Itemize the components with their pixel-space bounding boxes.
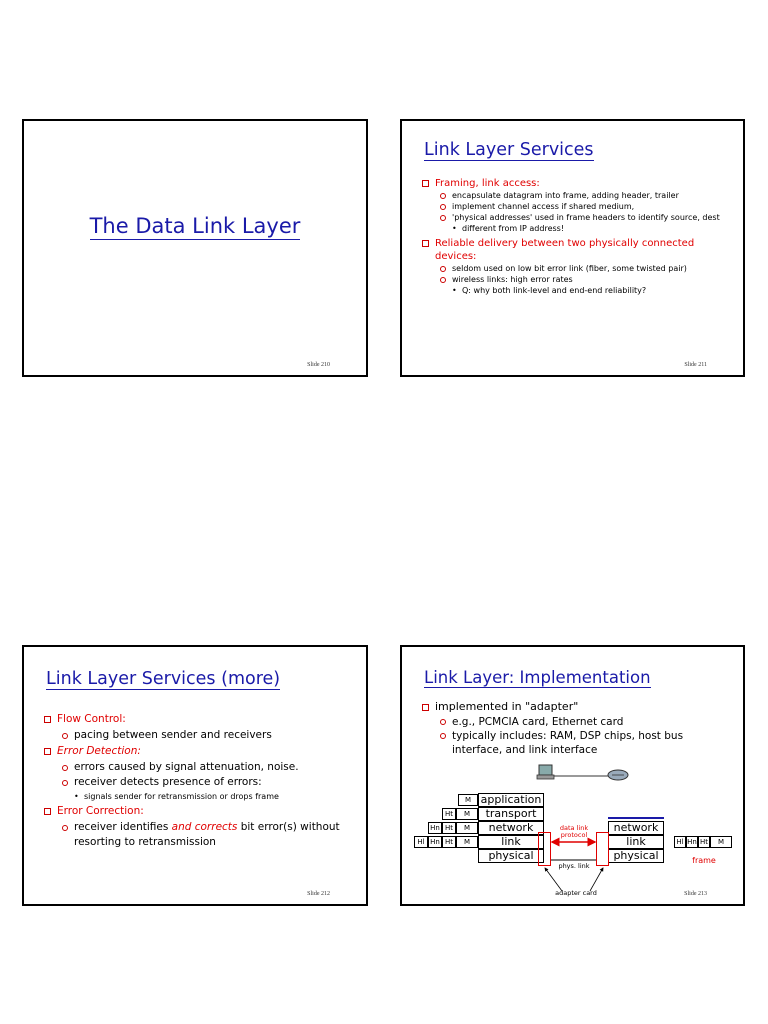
square-bullet-icon bbox=[44, 716, 51, 723]
bullet-text: Flow Control: bbox=[57, 713, 126, 725]
bullet-text: Framing, link access: bbox=[435, 178, 540, 189]
bullet-item bbox=[44, 711, 354, 728]
network-icons bbox=[535, 763, 635, 783]
slide-213 bbox=[400, 645, 745, 906]
sub-bullet-item bbox=[44, 728, 354, 743]
slide-number: Slide 210 bbox=[307, 362, 330, 368]
bullet-list bbox=[44, 711, 354, 850]
square-bullet-icon bbox=[44, 748, 51, 755]
slide-title: Link Layer Services (more) bbox=[46, 669, 281, 689]
message-cell: M bbox=[456, 808, 478, 820]
slide-210 bbox=[22, 119, 368, 377]
sub-bullet-text: implement channel access if shared medium, bbox=[452, 202, 635, 211]
frame-label: frame bbox=[692, 856, 716, 865]
bullet-text: Error Detection: bbox=[57, 745, 141, 757]
sub-bullet-item bbox=[422, 274, 732, 285]
sub-bullet-item bbox=[422, 190, 732, 201]
stack-layer-physical: physical bbox=[478, 849, 544, 863]
square-bullet-icon bbox=[44, 808, 51, 815]
transport-header-cell: Ht bbox=[442, 822, 456, 834]
circle-bullet-icon bbox=[440, 204, 446, 210]
slide-211 bbox=[400, 119, 745, 377]
dot-bullet-icon: • bbox=[452, 224, 457, 233]
stack-layer-network: network bbox=[608, 821, 664, 835]
slide-title: Link Layer: Implementation bbox=[424, 668, 651, 687]
sub-bullet-text: wireless links: high error rates bbox=[452, 275, 573, 284]
sub-bullet-text: typically includes: RAM, DSP chips, host bus interface, and link interface bbox=[452, 730, 684, 756]
bullet-text: implemented in "adapter" bbox=[435, 700, 579, 713]
message-cell: M bbox=[458, 794, 478, 806]
stack-layer-application: application bbox=[478, 793, 544, 807]
circle-bullet-icon bbox=[62, 780, 68, 786]
sub-bullet-text: errors caused by signal attenuation, noise. bbox=[74, 761, 299, 773]
sub-bullet-item bbox=[422, 201, 732, 212]
stack-layer-physical: physical bbox=[608, 849, 664, 863]
stack-layer-link: link bbox=[478, 835, 544, 849]
bullet-item bbox=[44, 743, 354, 760]
slide-number: Slide 212 bbox=[307, 891, 330, 897]
circle-bullet-icon bbox=[440, 733, 446, 739]
sub-bullet-text: seldom used on low bit error link (fiber, some twisted pair) bbox=[452, 264, 687, 273]
sub-bullet-text: receiver detects presence of errors: bbox=[74, 776, 262, 788]
diagram-arrows bbox=[414, 793, 734, 903]
circle-bullet-icon bbox=[440, 215, 446, 221]
transport-header-cell: Ht bbox=[442, 808, 456, 820]
sub-bullet-item bbox=[422, 212, 732, 223]
bullet-item bbox=[422, 237, 732, 263]
link-header-cell: Hl bbox=[674, 836, 686, 848]
slide-title bbox=[24, 214, 366, 238]
router-icon bbox=[608, 770, 628, 780]
bullet-list bbox=[422, 177, 732, 296]
stack-layer-transport: transport bbox=[478, 807, 544, 821]
sub-bullet-text: bit error(s) without resorting to retransmission bbox=[74, 821, 340, 848]
adapter-card-label: adapter card bbox=[555, 889, 597, 897]
sub-bullet-text: encapsulate datagram into frame, adding header, trailer bbox=[452, 191, 679, 200]
sub-sub-bullet-text: signals sender for retransmission or drops frame bbox=[84, 792, 279, 801]
sub-sub-bullet-text: Q: why both link-level and end-end reliability? bbox=[462, 286, 647, 295]
sub-bullet-item bbox=[422, 729, 732, 757]
sub-bullet-text: receiver identifies bbox=[74, 821, 172, 833]
slide-212 bbox=[22, 645, 368, 906]
bullet-list bbox=[422, 699, 732, 757]
protocol-label: data link protocol bbox=[559, 824, 589, 839]
slide-title-text: The Data Link Layer bbox=[89, 214, 301, 238]
circle-bullet-icon bbox=[62, 825, 68, 831]
sub-sub-bullet-item bbox=[422, 223, 732, 234]
dot-bullet-icon: • bbox=[74, 792, 79, 801]
sub-bullet-item bbox=[422, 263, 732, 274]
bullet-text: Error Correction: bbox=[57, 805, 144, 817]
slide-number: Slide 211 bbox=[684, 362, 707, 368]
sub-sub-bullet-item bbox=[44, 790, 354, 803]
phys-link-label: phys. link bbox=[558, 862, 590, 870]
network-header-cell: Hn bbox=[428, 836, 442, 848]
sub-bullet-item bbox=[44, 820, 354, 850]
sub-sub-bullet-text: different from IP address! bbox=[462, 224, 565, 233]
message-cell: M bbox=[456, 836, 478, 848]
link-header-cell: Hl bbox=[414, 836, 428, 848]
protocol-diagram bbox=[414, 793, 734, 903]
bullet-item bbox=[422, 177, 732, 190]
slide-number: Slide 213 bbox=[684, 891, 707, 897]
square-bullet-icon bbox=[422, 240, 429, 247]
computer-icon bbox=[537, 765, 554, 779]
circle-bullet-icon bbox=[440, 266, 446, 272]
network-header-cell: Hn bbox=[687, 838, 697, 846]
dot-bullet-icon: • bbox=[452, 286, 457, 295]
circle-bullet-icon bbox=[62, 733, 68, 739]
network-header-cell: Hn bbox=[428, 822, 442, 834]
sub-bullet-item bbox=[44, 760, 354, 775]
slide-title: Link Layer Services bbox=[424, 140, 594, 160]
stack-layer-network: network bbox=[478, 821, 544, 835]
bullet-text: Reliable delivery between two physically connected devices: bbox=[435, 238, 695, 262]
frame-row bbox=[674, 836, 738, 848]
circle-bullet-icon bbox=[440, 719, 446, 725]
sub-bullet-text: e.g., PCMCIA card, Ethernet card bbox=[452, 716, 624, 728]
sub-sub-bullet-item bbox=[422, 285, 732, 296]
sub-bullet-item bbox=[422, 715, 732, 729]
circle-bullet-icon bbox=[62, 765, 68, 771]
emphasis-text: and corrects bbox=[171, 821, 238, 833]
circle-bullet-icon bbox=[440, 193, 446, 199]
transport-header-cell: Ht bbox=[699, 838, 708, 846]
sub-bullet-text: 'physical addresses' used in frame headers to identify source, dest bbox=[452, 213, 720, 222]
square-bullet-icon bbox=[422, 180, 429, 187]
bullet-item bbox=[422, 699, 732, 715]
circle-bullet-icon bbox=[440, 277, 446, 283]
sub-bullet-item bbox=[44, 775, 354, 790]
message-cell: M bbox=[456, 822, 478, 834]
sub-bullet-text: pacing between sender and receivers bbox=[74, 729, 272, 741]
message-cell: M bbox=[710, 836, 732, 848]
stack-layer-link: link bbox=[608, 835, 664, 849]
transport-header-cell: Ht bbox=[442, 836, 456, 848]
square-bullet-icon bbox=[422, 704, 429, 711]
bullet-item bbox=[44, 803, 354, 820]
